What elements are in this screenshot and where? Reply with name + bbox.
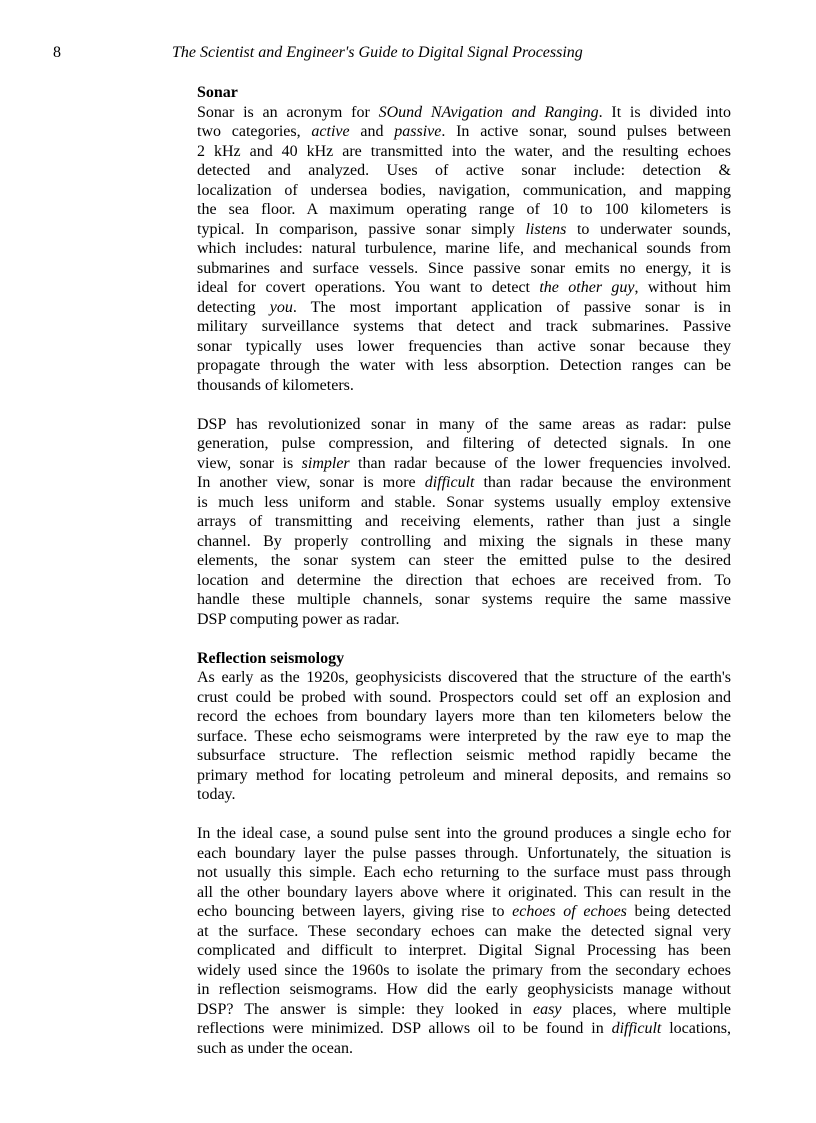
text-run: . In active sonar, sound pulses between: [441, 123, 731, 140]
emphasis-text: simpler: [301, 454, 350, 472]
text-line: [197, 356, 731, 376]
text-run: propagate through the water with less absorption. Detection ranges can be: [197, 357, 731, 374]
emphasis-text: listens: [525, 220, 567, 238]
text-run: arrays of transmitting and receiving elements, rather than just a single: [197, 513, 731, 530]
text-line: [197, 103, 731, 123]
text-run: DSP? The answer is simple: they looked in: [197, 1000, 534, 1018]
text-line: [197, 902, 731, 922]
text-line: [197, 512, 731, 532]
text-run: and: [349, 123, 395, 140]
text-line: [197, 259, 731, 279]
text-run: As early as the 1920s, geophysicists discovered that the structure of the earth's: [197, 669, 731, 686]
text-run: locations,: [661, 1020, 732, 1037]
text-line: [197, 707, 731, 727]
emphasis-text: easy: [533, 1000, 562, 1018]
section-heading: Sonar: [197, 84, 238, 101]
text-line: [197, 824, 731, 844]
text-line: [197, 434, 731, 454]
text-line: [197, 337, 731, 357]
text-line: [197, 181, 731, 201]
text-run: localization of undersea bodies, navigation, communication, and mapping: [197, 181, 731, 199]
emphasis-text: SOund NAvigation and Ranging: [378, 103, 599, 121]
text-run: DSP computing power as radar.: [197, 610, 400, 628]
text-run: crust could be probed with sound. Prospectors could set off an explosion and: [197, 688, 731, 706]
text-line: [197, 668, 731, 688]
text-line: [197, 473, 731, 493]
text-run: subsurface structure. The reflection seismic method rapidly became the: [197, 747, 731, 764]
text-run: detected and analyzed. Uses of active sonar include: detection &: [197, 162, 731, 179]
text-run: channel. By properly controlling and mixing the signals in these many: [197, 532, 731, 550]
page-number: 8: [53, 44, 61, 61]
text-line: [197, 980, 731, 1000]
running-title: The Scientist and Engineer's Guide to Digital Signal Processing: [172, 44, 583, 61]
text-run: such as under the ocean.: [197, 1039, 353, 1057]
text-run: complicated and difficult to interpret. Digital Signal Processing has been: [197, 942, 731, 959]
text-line: [197, 610, 731, 630]
emphasis-text: active: [311, 123, 350, 140]
text-run: generation, pulse compression, and filtering of detected signals. In one: [197, 435, 731, 452]
text-run: two categories,: [197, 123, 312, 140]
text-run: DSP has revolutionized sonar in many of the same areas as radar: pulse: [197, 415, 731, 433]
text-line: [197, 883, 731, 903]
text-line: [197, 844, 731, 864]
text-line: [197, 298, 731, 318]
text-run: widely used since the 1960s to isolate the primary from the secondary echoes: [197, 961, 731, 979]
text-run: to underwater sounds,: [566, 220, 732, 238]
text-run: which includes: natural turbulence, marine life, and mechanical sounds from: [197, 240, 731, 257]
section-heading: Reflection seismology: [197, 649, 345, 667]
text-line: [197, 278, 731, 298]
text-run: primary method for locating petroleum and mineral deposits, and remains so: [197, 766, 731, 784]
text-run: location and determine the direction that echoes are received from. To: [197, 571, 731, 589]
text-line: [197, 590, 731, 610]
text-run: today.: [197, 786, 236, 803]
text-run: detecting: [197, 298, 270, 316]
text-line: [197, 317, 731, 337]
text-line: [197, 551, 731, 571]
text-run: Sonar is an acronym for: [197, 103, 379, 121]
text-run: view, sonar is: [197, 454, 302, 472]
text-run: elements, the sonar system can steer the emitted pulse to the desired: [197, 552, 731, 569]
text-line: [197, 122, 731, 142]
text-run: 2 kHz and 40 kHz are transmitted into the water, and the resulting echoes: [197, 142, 731, 160]
paragraph: [197, 415, 731, 630]
text-line: [197, 688, 731, 708]
text-run: military surveillance systems that detect and track submarines. Passive: [197, 318, 731, 335]
text-run: is much less uniform and stable. Sonar systems usually employ extensive: [197, 493, 731, 511]
emphasis-text: echoes of echoes: [512, 903, 627, 920]
text-line: [197, 376, 731, 396]
text-line: [197, 746, 731, 766]
text-run: In another view, sonar is more: [197, 474, 425, 491]
emphasis-text: passive: [394, 123, 442, 140]
text-line: [197, 239, 731, 259]
text-line: [197, 766, 731, 786]
text-run: , without him: [634, 279, 731, 296]
text-run: at the surface. These secondary echoes can make the detected signal very: [197, 922, 731, 940]
text-run: surface. These echo seismograms were interpreted by the raw eye to map the: [197, 727, 731, 745]
text-line: [197, 1039, 731, 1059]
text-run: being detected: [626, 903, 732, 920]
text-line: [197, 532, 731, 552]
text-line: [197, 941, 731, 961]
text-run: In the ideal case, a sound pulse sent into the ground produces a single echo for: [197, 825, 731, 842]
text-line: [197, 200, 731, 220]
text-line: [197, 863, 731, 883]
text-line: [197, 1000, 731, 1020]
text-line: [197, 415, 731, 435]
emphasis-text: you: [269, 298, 293, 316]
paragraph: [197, 103, 731, 396]
text-run: typical. In comparison, passive sonar simply: [197, 220, 526, 238]
document-body: [197, 83, 731, 1078]
text-run: sonar typically uses lower frequencies than active sonar because they: [197, 337, 731, 355]
text-line: [197, 161, 731, 181]
text-line: [197, 961, 731, 981]
paragraph: [197, 824, 731, 1058]
text-line: [197, 220, 731, 240]
text-run: echo bouncing between layers, giving rise to: [197, 903, 513, 920]
text-line: [197, 727, 731, 747]
text-run: record the echoes from boundary layers more than ten kilometers below the: [197, 708, 731, 725]
text-run: all the other boundary layers above where it originated. This can result in the: [197, 883, 731, 901]
emphasis-text: difficult: [611, 1020, 662, 1037]
text-run: thousands of kilometers.: [197, 376, 354, 394]
text-run: in reflection seismograms. How did the early geophysicists manage without: [197, 981, 731, 998]
emphasis-text: the other guy: [539, 279, 635, 296]
text-line: [197, 1019, 731, 1039]
text-line: [197, 493, 731, 513]
emphasis-text: difficult: [424, 474, 475, 491]
text-run: not usually this simple. Each echo returning to the surface must pass through: [197, 864, 731, 881]
text-run: the sea floor. A maximum operating range of 10 to 100 kilometers is: [197, 201, 731, 218]
text-run: . It is divided into: [598, 103, 732, 121]
text-run: than radar because the environment: [474, 474, 732, 491]
text-line: [197, 785, 731, 805]
text-run: reflections were minimized. DSP allows oil to be found in: [197, 1020, 612, 1037]
text-line: [197, 571, 731, 591]
text-run: submarines and surface vessels. Since passive sonar emits no energy, it is: [197, 259, 731, 277]
paragraph: [197, 668, 731, 805]
text-run: handle these multiple channels, sonar systems require the same massive: [197, 591, 731, 608]
text-line: [197, 922, 731, 942]
text-run: places, where multiple: [561, 1000, 732, 1018]
text-line: [197, 142, 731, 162]
text-run: than radar because of the lower frequencies involved.: [349, 454, 732, 472]
text-run: . The most important application of passive sonar is in: [292, 298, 732, 316]
text-run: each boundary layer the pulse passes through. Unfortunately, the situation is: [197, 844, 731, 862]
text-line: [197, 454, 731, 474]
text-run: ideal for covert operations. You want to detect: [197, 279, 540, 296]
